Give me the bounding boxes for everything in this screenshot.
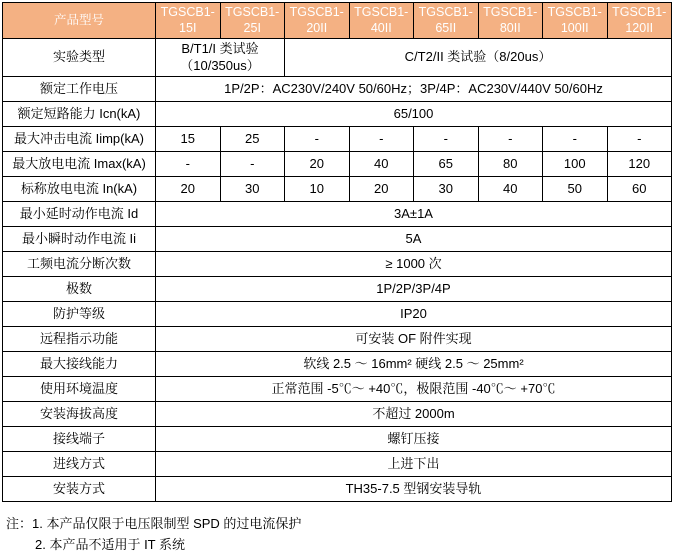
spec-value-cell: TH35-7.5 型钢安装导轨 xyxy=(156,476,672,501)
spec-value-cell: - xyxy=(543,126,608,151)
spec-row xyxy=(3,251,672,276)
header-model-tgscb1-65ii: TGSCB1-65II xyxy=(414,3,479,39)
spec-row xyxy=(3,76,672,101)
spec-value-cell: 不超过 2000m xyxy=(156,401,672,426)
row-label: 最小瞬时动作电流 Ii xyxy=(3,226,156,251)
row-label: 工频电流分断次数 xyxy=(3,251,156,276)
spec-row xyxy=(3,226,672,251)
spec-value-cell: 20 xyxy=(349,176,414,201)
header-model-tgscb1-100ii: TGSCB1-100II xyxy=(543,3,608,39)
spec-value-cell: 可安装 OF 附件实现 xyxy=(156,326,672,351)
spec-value-cell: 100 xyxy=(543,151,608,176)
spec-row xyxy=(3,276,672,301)
spec-value-cell: - xyxy=(285,126,350,151)
spec-value-cell: ≥ 1000 次 xyxy=(156,251,672,276)
spec-value-cell: 正常范围 -5℃～ +40℃，极限范围 -40℃～ +70℃ xyxy=(156,376,672,401)
spec-row xyxy=(3,426,672,451)
row-label: 安装方式 xyxy=(3,476,156,501)
row-label: 接线端子 xyxy=(3,426,156,451)
spec-row xyxy=(3,376,672,401)
row-label: 防护等级 xyxy=(3,301,156,326)
spec-table-body xyxy=(3,39,672,502)
spec-value-cell: 65 xyxy=(414,151,479,176)
spec-value-cell: 30 xyxy=(220,176,285,201)
spec-row xyxy=(3,176,672,201)
spec-value-cell: C/T2/II 类试验（8/20us） xyxy=(285,39,672,77)
product-spec-table xyxy=(2,2,672,502)
header-model-tgscb1-80ii: TGSCB1-80II xyxy=(478,3,543,39)
spec-value-cell: 25 xyxy=(220,126,285,151)
spec-value-cell: 10 xyxy=(285,176,350,201)
row-label: 极数 xyxy=(3,276,156,301)
spec-row xyxy=(3,151,672,176)
spec-row xyxy=(3,351,672,376)
row-label: 实验类型 xyxy=(3,39,156,77)
spec-value-cell: 50 xyxy=(543,176,608,201)
spec-value-cell: - xyxy=(156,151,221,176)
spec-value-cell: 40 xyxy=(349,151,414,176)
row-label: 进线方式 xyxy=(3,451,156,476)
spec-value-cell: 1P/2P/3P/4P xyxy=(156,276,672,301)
header-model-tgscb1-20ii: TGSCB1-20II xyxy=(285,3,350,39)
spec-value-cell: 1P/2P：AC230V/240V 50/60Hz；3P/4P：AC230V/440V 50/60Hz xyxy=(156,76,672,101)
spec-value-cell: 15 xyxy=(156,126,221,151)
spec-row xyxy=(3,451,672,476)
row-label: 安装海拔高度 xyxy=(3,401,156,426)
spec-value-cell: 65/100 xyxy=(156,101,672,126)
header-corner-product-model: 产品型号 xyxy=(3,3,156,39)
header-model-tgscb1-120ii: TGSCB1-120II xyxy=(607,3,672,39)
row-label: 标称放电电流 In(kA) xyxy=(3,176,156,201)
spec-value-cell: 60 xyxy=(607,176,672,201)
spec-value-cell: 20 xyxy=(156,176,221,201)
spec-value-cell: - xyxy=(414,126,479,151)
row-label: 最大接线能力 xyxy=(3,351,156,376)
spec-row xyxy=(3,201,672,226)
spec-value-cell: - xyxy=(607,126,672,151)
spec-value-cell: 40 xyxy=(478,176,543,201)
footnotes xyxy=(6,513,671,556)
row-label: 使用环境温度 xyxy=(3,376,156,401)
row-label: 最大放电电流 Imax(kA) xyxy=(3,151,156,176)
header-model-tgscb1-40ii: TGSCB1-40II xyxy=(349,3,414,39)
spec-value-cell: IP20 xyxy=(156,301,672,326)
spec-row xyxy=(3,39,672,77)
header-row xyxy=(3,3,672,39)
header-model-tgscb1-25i: TGSCB1-25I xyxy=(220,3,285,39)
spec-value-cell: 20 xyxy=(285,151,350,176)
spec-value-cell: 上进下出 xyxy=(156,451,672,476)
spec-row xyxy=(3,301,672,326)
row-label: 额定短路能力 Icn(kA) xyxy=(3,101,156,126)
spec-row xyxy=(3,476,672,501)
spec-value-cell: 80 xyxy=(478,151,543,176)
spec-row xyxy=(3,126,672,151)
spec-value-cell: - xyxy=(478,126,543,151)
spec-value-cell: - xyxy=(220,151,285,176)
spec-value-cell: B/T1/I 类试验（10/350us） xyxy=(156,39,285,77)
footnote-1: 注：1. 本产品仅限于电压限制型 SPD 的过电流保护 xyxy=(6,515,302,531)
spec-value-cell: 30 xyxy=(414,176,479,201)
spec-value-cell: - xyxy=(349,126,414,151)
spec-value-cell: 5A xyxy=(156,226,672,251)
spec-value-cell: 120 xyxy=(607,151,672,176)
spec-row xyxy=(3,326,672,351)
row-label: 远程指示功能 xyxy=(3,326,156,351)
spec-value-cell: 软线 2.5 ～ 16mm² 硬线 2.5 ～ 25mm² xyxy=(156,351,672,376)
spec-value-cell: 3A±1A xyxy=(156,201,672,226)
spec-row xyxy=(3,401,672,426)
spec-row xyxy=(3,101,672,126)
row-label: 最小延时动作电流 Id xyxy=(3,201,156,226)
header-model-tgscb1-15i: TGSCB1-15I xyxy=(156,3,221,39)
spec-value-cell: 螺钉压接 xyxy=(156,426,672,451)
footnote-2: 2. 本产品不适用于 IT 系统 xyxy=(35,537,185,553)
row-label: 最大冲击电流 Iimp(kA) xyxy=(3,126,156,151)
row-label: 额定工作电压 xyxy=(3,76,156,101)
